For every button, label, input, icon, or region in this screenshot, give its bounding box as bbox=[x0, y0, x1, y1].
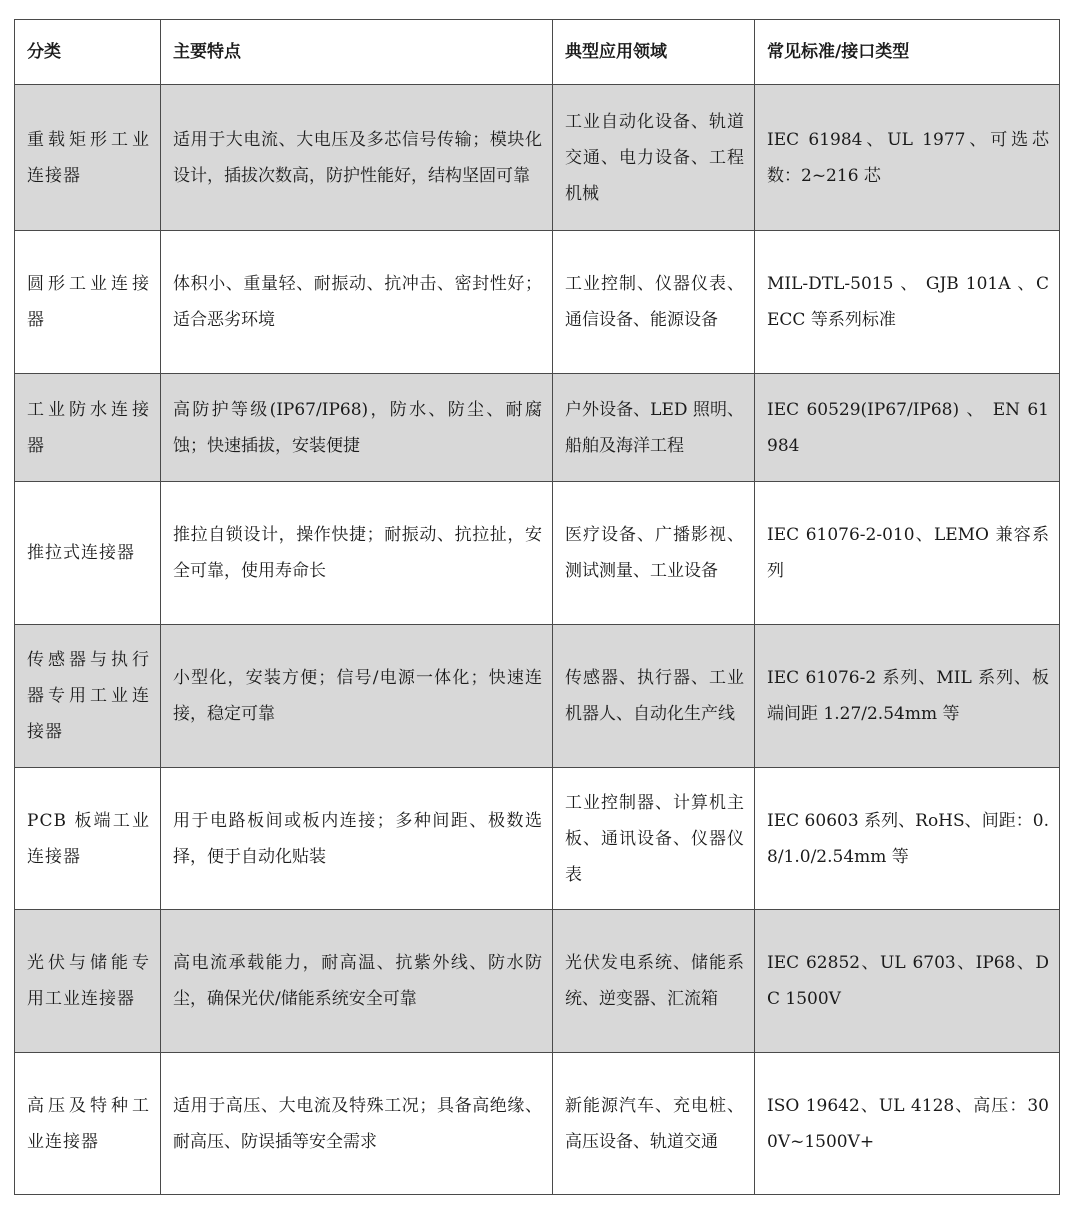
row-standards: IEC 60529(IP67/IP68) 、 EN 61984 bbox=[755, 374, 1060, 482]
row-standards: ISO 19642、UL 4128、高压：300V~1500V+ bbox=[755, 1053, 1060, 1195]
row-category: 高压及特种工业连接器 bbox=[15, 1053, 161, 1195]
row-features: 体积小、重量轻、耐振动、抗冲击、密封性好；适合恶劣环境 bbox=[161, 231, 553, 374]
header-features: 主要特点 bbox=[161, 20, 553, 85]
row-applications: 新能源汽车、充电桩、高压设备、轨道交通 bbox=[553, 1053, 755, 1195]
row-standards: IEC 61076-2-010、LEMO 兼容系列 bbox=[755, 482, 1060, 625]
row-applications: 工业自动化设备、轨道交通、电力设备、工程机械 bbox=[553, 85, 755, 231]
row-category: 光伏与储能专用工业连接器 bbox=[15, 910, 161, 1053]
table-row bbox=[15, 625, 1060, 768]
table-row bbox=[15, 768, 1060, 910]
row-features: 用于电路板间或板内连接；多种间距、极数选择，便于自动化贴装 bbox=[161, 768, 553, 910]
row-category: 重载矩形工业连接器 bbox=[15, 85, 161, 231]
table-header-row bbox=[15, 20, 1060, 85]
header-applications: 典型应用领域 bbox=[553, 20, 755, 85]
row-standards: IEC 60603 系列、RoHS、间距：0.8/1.0/2.54mm 等 bbox=[755, 768, 1060, 910]
row-features: 适用于高压、大电流及特殊工况；具备高绝缘、耐高压、防误插等安全需求 bbox=[161, 1053, 553, 1195]
table-row bbox=[15, 910, 1060, 1053]
row-features: 高防护等级(IP67/IP68)，防水、防尘、耐腐蚀；快速插拔，安装便捷 bbox=[161, 374, 553, 482]
row-standards: IEC 62852、UL 6703、IP68、DC 1500V bbox=[755, 910, 1060, 1053]
table-row bbox=[15, 482, 1060, 625]
row-applications: 工业控制器、计算机主板、通讯设备、仪器仪表 bbox=[553, 768, 755, 910]
row-standards: MIL-DTL-5015 、 GJB 101A 、CECC 等系列标准 bbox=[755, 231, 1060, 374]
row-applications: 传感器、执行器、工业机器人、自动化生产线 bbox=[553, 625, 755, 768]
row-features: 适用于大电流、大电压及多芯信号传输；模块化设计，插拔次数高，防护性能好，结构坚固可靠 bbox=[161, 85, 553, 231]
row-standards: IEC 61984、UL 1977、可选芯数：2~216 芯 bbox=[755, 85, 1060, 231]
connector-classification-table bbox=[14, 19, 1060, 1195]
row-standards: IEC 61076-2 系列、MIL 系列、板端间距 1.27/2.54mm 等 bbox=[755, 625, 1060, 768]
row-category: 传感器与执行器专用工业连接器 bbox=[15, 625, 161, 768]
row-category: 圆形工业连接器 bbox=[15, 231, 161, 374]
row-applications: 医疗设备、广播影视、测试测量、工业设备 bbox=[553, 482, 755, 625]
table-row bbox=[15, 374, 1060, 482]
row-category: 工业防水连接器 bbox=[15, 374, 161, 482]
row-applications: 户外设备、LED 照明、船舶及海洋工程 bbox=[553, 374, 755, 482]
row-features: 高电流承载能力，耐高温、抗紫外线、防水防尘，确保光伏/储能系统安全可靠 bbox=[161, 910, 553, 1053]
table-row bbox=[15, 1053, 1060, 1195]
row-features: 推拉自锁设计，操作快捷；耐振动、抗拉扯，安全可靠，使用寿命长 bbox=[161, 482, 553, 625]
table-row bbox=[15, 85, 1060, 231]
header-standards: 常见标准/接口类型 bbox=[755, 20, 1060, 85]
row-features: 小型化，安装方便；信号/电源一体化；快速连接，稳定可靠 bbox=[161, 625, 553, 768]
row-applications: 工业控制、仪器仪表、通信设备、能源设备 bbox=[553, 231, 755, 374]
table-row bbox=[15, 231, 1060, 374]
row-category: 推拉式连接器 bbox=[15, 482, 161, 625]
header-category: 分类 bbox=[15, 20, 161, 85]
row-applications: 光伏发电系统、储能系统、逆变器、汇流箱 bbox=[553, 910, 755, 1053]
row-category: PCB 板端工业连接器 bbox=[15, 768, 161, 910]
